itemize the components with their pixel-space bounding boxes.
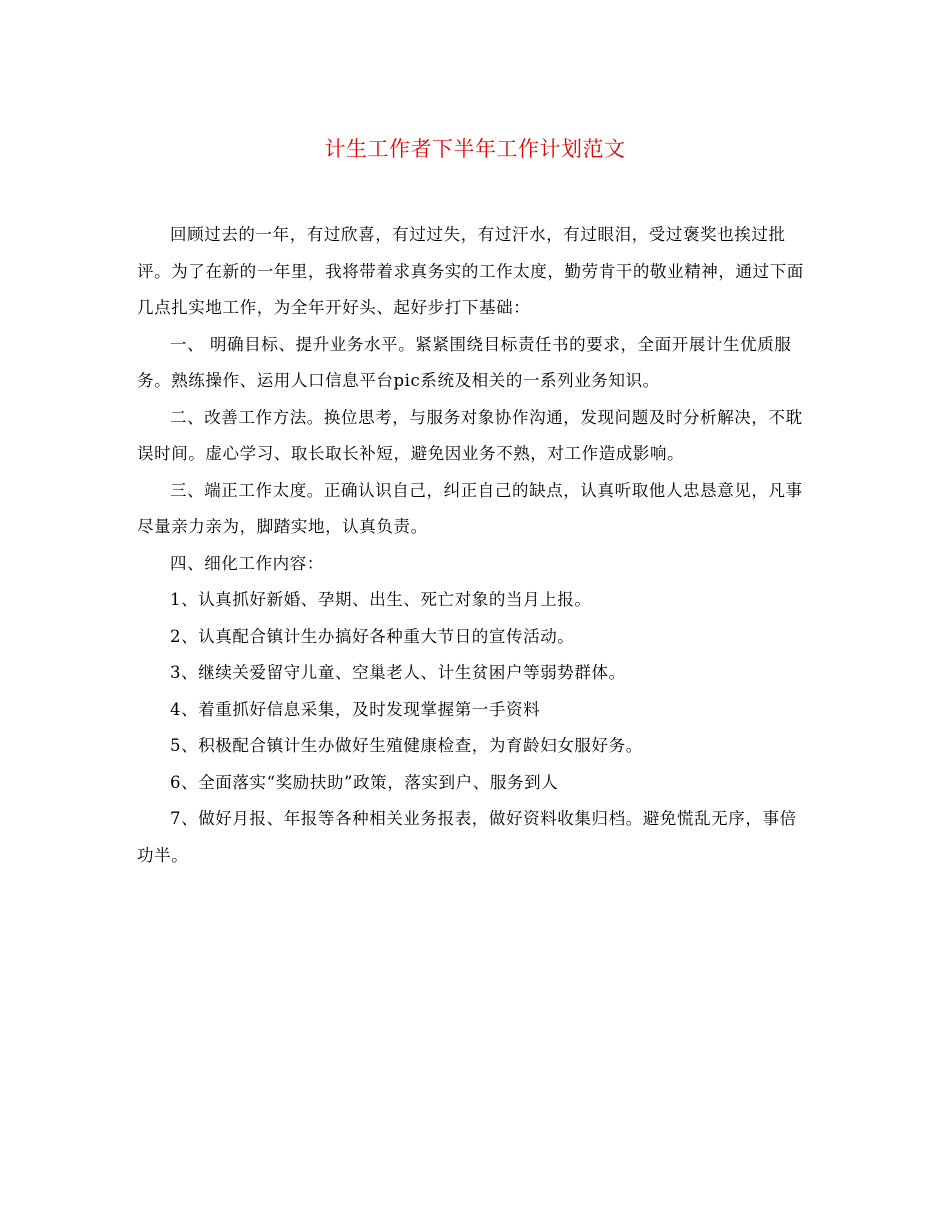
list-item: 4、着重抓好信息采集，及时发现掌握第一手资料	[170, 699, 541, 719]
paragraph-details-heading: 四、细化工作内容：	[170, 553, 324, 573]
paragraph-intro: 回顾过去的一年，有过欣喜，有过过失，有过汗水，有过眼泪，受过褒奖也挨过批评。为了在新的一年里，我将带着求真务实的工作太度，勤劳肯干的敬业精神，通过下面几点扎实地工作，为全年开好头、起好步打下基础：	[137, 225, 804, 317]
paragraph-method: 二、改善工作方法。换位思考，与服务对象协作沟通，发现问题及时分析解决，不耽误时间。虚心学习、取长取长补短，避免因业务不熟，对工作造成影响。	[137, 407, 803, 463]
paragraph-goal: 一、 明确目标、提升业务水平。紧紧围绕目标责任书的要求，全面开展计生优质服务。熟练操作、运用人口信息平台pic系统及相关的一系列业务知识。	[137, 334, 792, 390]
document-body	[137, 217, 805, 874]
list-item: 3、继续关爱留守儿童、空巢老人、计生贫困户等弱势群体。	[170, 663, 626, 682]
paragraph-attitude: 三、端正工作太度。正确认识自己，纠正自己的缺点，认真听取他人忠恳意见，凡事尽量亲力亲为，脚踏实地，认真负责。	[137, 480, 803, 536]
list-item: 6、全面落实“奖励扶助”政策，落实到户、服务到人	[170, 772, 559, 792]
list-item: 7、做好月报、年报等各种相关业务报表，做好资料收集归档。避免慌乱无序，事倍功半。	[137, 809, 797, 865]
list-item: 2、认真配合镇计生办搞好各种重大节日的宣传活动。	[170, 626, 575, 646]
list-item: 5、积极配合镇计生办做好生殖健康检查，为育龄妇女服好务。	[170, 736, 643, 755]
document-title: 计生工作者下半年工作计划范文	[324, 137, 626, 161]
list-item: 1、认真抓好新婚、孕期、出生、死亡对象的当月上报。	[170, 590, 592, 609]
